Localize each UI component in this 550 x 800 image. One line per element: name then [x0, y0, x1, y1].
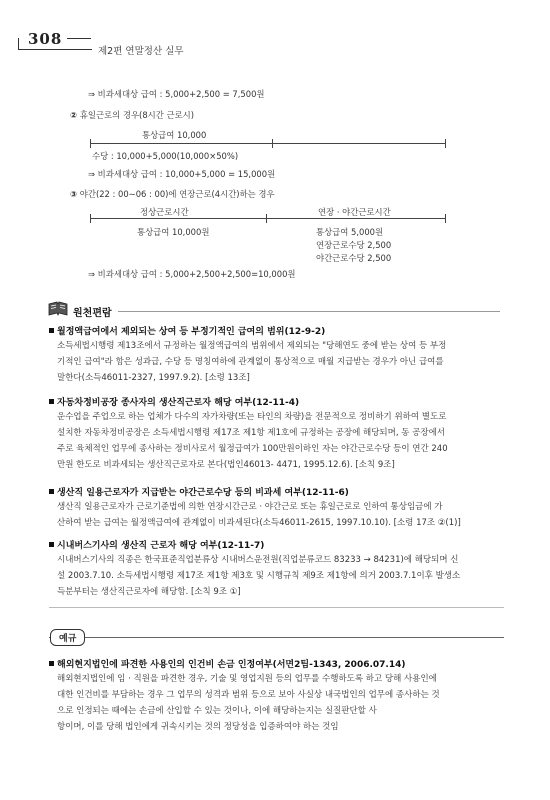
normal-hours-label: 정상근로시간 [140, 207, 189, 217]
bullet-icon [49, 328, 54, 333]
entry-1-title-row [49, 324, 325, 337]
example-title: 해외현지법인에 파견한 사용인의 인건비 손금 인정여부(서면2팀-1343, 2006.07.14) [57, 660, 406, 670]
bullet-icon [49, 489, 54, 494]
entry-3-line: 산하여 받는 급여는 월정액급여에 관계없이 비과세된다(소득46011-2615, 1997.10.10). [소령 17조 ②(1)] [57, 518, 461, 528]
timeline-3 [90, 218, 446, 219]
item-3-heading [70, 188, 275, 200]
entry-3-line: 생산직 일용근로자가 근로기준법에 의한 연장시간근로 · 야간근로 또는 휴일근로로 인하여 통상임금에 가 [57, 502, 443, 512]
source-section-rule [118, 311, 500, 312]
entry-2-line: 주로 육체적인 업무에 종사하는 정비사로서 월정급여가 100만원이하인 자는 야간근로수당 등이 연간 240 [57, 444, 448, 454]
entry-3-title: 생산직 일용근로자가 지급받는 야간근로수당 등의 비과세 여부(12-11-6) [57, 488, 349, 498]
entry-3-title-row [49, 485, 349, 498]
entry-2-line: 설치한 자동차정비공장은 소득세법시행령 제17조 제1항 제1호에 규정하는 공장에 해당되며, 동 공장에서 [57, 428, 446, 438]
example-line: 항이며, 이를 당해 법인에게 귀속시키는 것의 정당성을 입증하여야 하는 것임 [57, 722, 339, 732]
source-section-end-rule [49, 607, 504, 608]
extended-hours-label: 연장 · 야간근로시간 [318, 207, 391, 217]
entry-1-line: 말한다(소득46011-2327, 1997.9.2). [소령 13조] [57, 373, 250, 383]
example-line: 으로 인정되는 때에는 손금에 산입할 수 있는 것이나, 이에 해당하는지는 실질판단할 사 [57, 706, 377, 716]
entry-1-body [57, 338, 505, 386]
timeline-2 [90, 143, 446, 144]
entry-4-body [57, 552, 505, 600]
calc-line-1: ⇒ 비과세대상 급여 : 5,000+2,500 = 7,500원 [88, 89, 265, 99]
entry-4-line: 시내버스기사의 직종은 한국표준직업분류상 시내버스운전원(직업분류코드 83233 → 84231)에 해당되며 신 [57, 555, 459, 565]
example-body [57, 671, 505, 735]
example-label: 예규 [50, 629, 85, 646]
entry-4-line: 득분부터는 생산직근로자에 해당함. [소칙 9조 ①] [57, 587, 241, 597]
bullet-icon [49, 542, 54, 547]
example-line: 해외현지법인에 임 · 직원을 파견한 경우, 기술 및 영업지원 등의 업무를 수행하도록 하고 당해 사용인에 [57, 674, 437, 684]
calc-line-2: ⇒ 비과세대상 급여 : 10,000+5,000 = 15,000원 [88, 169, 276, 179]
entry-1-line: 소득세법시행령 제13조에서 규정하는 월정액급여의 범위에서 제외되는 "당해연도 중에 받는 상여 등 부정 [57, 341, 447, 351]
chapter-title: 제2편 연말정산 실무 [98, 46, 184, 57]
timeline-2-start [90, 139, 91, 148]
example-line: 대한 인건비를 부담하는 경우 그 업무의 성격과 범위 등으로 보아 사실상 내국법인의 업무에 종사하는 것 [57, 690, 440, 700]
entry-2-line: 만원 한도로 비과세되는 생산직근로자로 본다(법인46013- 4471, 1995.12.6). [소칙 9조] [57, 460, 395, 470]
example-title-row [49, 657, 405, 670]
entry-2-body [57, 409, 505, 473]
bullet-icon [49, 661, 54, 666]
night-allowance: 야간근로수당 2,500 [316, 253, 392, 263]
timeline-3-end [445, 214, 446, 223]
entry-4-line: 설 2003.7.10. 소득세법시행령 제17조 제1항 제3호 및 시행규칙 제9조 제1항에 의거 2003.7.1이후 발생소 [57, 571, 461, 581]
header-rule [18, 49, 92, 50]
header-rule-mid [67, 38, 91, 39]
item-2-number: ② [70, 110, 78, 120]
entry-4-title-row [49, 538, 264, 551]
item-2-title: 휴일근로의 경우(8시간 근로시) [79, 110, 195, 120]
pay-left-label: 통상급여 10,000원 [137, 227, 210, 237]
entry-2-line: 운수업을 주업으로 하는 업체가 다수의 자가차량(또는 타인의 차량)을 전문적으로 정비하기 위하여 별도로 [57, 412, 447, 422]
entry-4-title: 시내버스기사의 생산직 근로자 해당 여부(12-11-7) [57, 541, 265, 551]
entry-2-title-row [49, 395, 299, 408]
allowance-label: 수당 : 10,000+5,000(10,000×50%) [92, 151, 239, 161]
example-section-rule [49, 637, 504, 638]
entry-2-title: 자동차정비공장 종사자의 생산직근로자 해당 여부(12-11-4) [57, 398, 300, 408]
pay-right-label: 통상급여 5,000원 [316, 227, 384, 237]
source-section-title: 원천편람 [73, 308, 112, 319]
entry-1-line: 기적인 급여"라 함은 성과급, 수당 등 명칭여하에 관계없이 통상적으로 매월 지급받는 경우가 아닌 급여를 [57, 357, 444, 367]
entry-3-body [57, 499, 505, 531]
item-3-title: 야간(22 : 00∼06 : 00)에 연장근로(4시간)하는 경우 [79, 189, 275, 199]
entry-1-title: 월정액급여에서 제외되는 상여 등 부정기적인 급여의 범위(12-9-2) [57, 327, 326, 337]
extension-allowance: 연장근로수당 2,500 [316, 240, 392, 250]
timeline-3-start [90, 214, 91, 223]
item-2-heading [70, 109, 194, 121]
monthly-pay-label: 통상급여 10,000 [142, 130, 207, 140]
timeline-2-mid [272, 139, 273, 148]
book-icon [48, 301, 68, 317]
timeline-3-mid [266, 214, 267, 223]
timeline-2-end [445, 139, 446, 148]
item-3-number: ③ [70, 189, 78, 199]
page-number: 308 [28, 30, 63, 48]
calc-line-3: ⇒ 비과세대상 급여 : 5,000+2,500+2,500=10,000원 [88, 269, 296, 279]
bullet-icon [49, 399, 54, 404]
